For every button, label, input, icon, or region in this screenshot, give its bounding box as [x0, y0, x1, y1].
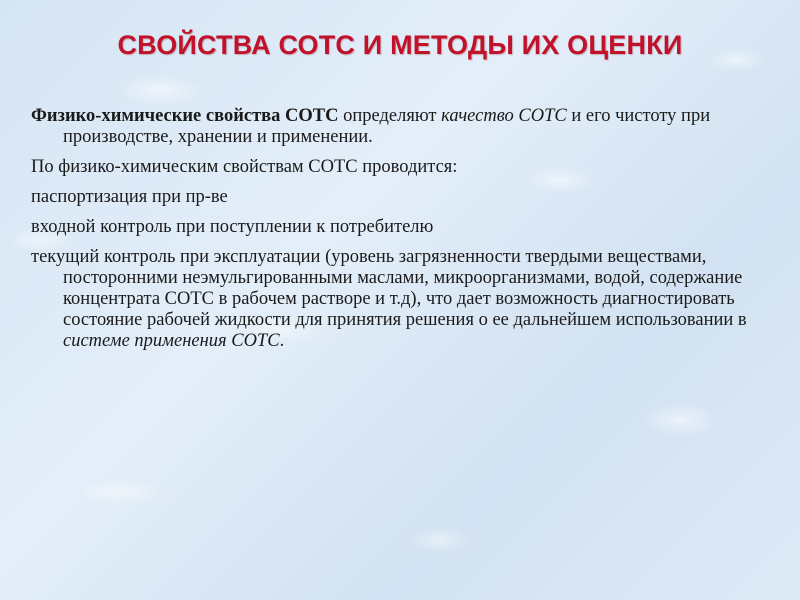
italic-phrase: качество СОТС — [441, 106, 567, 126]
text-span: определяют — [338, 106, 442, 126]
paragraph-intro: По физико-химическим свойствам СОТС проводится: — [31, 157, 458, 177]
list-item-incoming-control: входной контроль при поступлении к потребителю — [31, 217, 434, 237]
paragraph-properties — [31, 106, 773, 148]
slide-body — [31, 106, 773, 361]
text-span: и его чистоту при производстве, хранении и применении. — [63, 106, 711, 147]
italic-phrase: системе применения СОТС — [63, 331, 280, 351]
text-span: . — [279, 331, 285, 351]
slide-title: СВОЙСТВА СОТС И МЕТОДЫ ИХ ОЦЕНКИ — [117, 30, 683, 60]
text-span: текущий контроль при эксплуатации (уровень загрязненности твердыми веществами, посторонними неэмульгированными маслами, микроорганизмами, водой, содержание концентрата СОТС в рабочем растворе и т.д), что дает возможность диагностировать состояние рабочей жидкости для принятия решения о ее дальнейшем использовании в — [31, 247, 747, 330]
list-item-passport: паспортизация при пр-ве — [31, 187, 228, 207]
list-item-current-control — [31, 247, 773, 352]
bold-phrase: Физико-химические свойства СОТС — [31, 106, 339, 126]
